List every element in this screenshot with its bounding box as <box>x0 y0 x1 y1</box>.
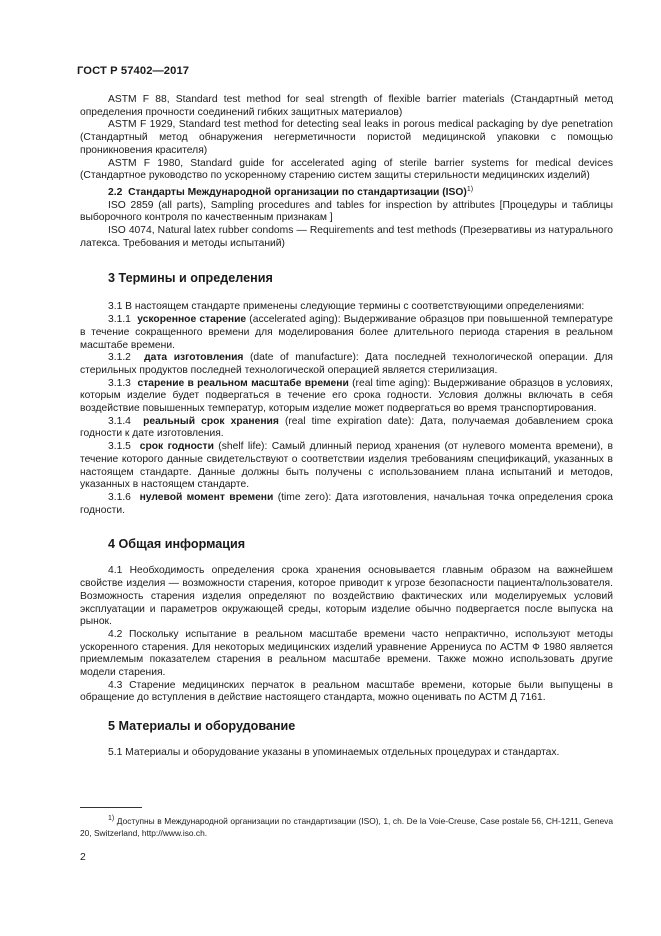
term-name: нулевой момент времени <box>139 491 274 503</box>
term-name: реальный срок хранения <box>143 415 279 427</box>
subsection-heading-iso <box>80 187 613 200</box>
term-name: старение в реальном масштабе времени <box>137 377 349 389</box>
terms-intro: 3.1 В настоящем стандарте применены следующие термины с соответствующими определениями: <box>108 301 585 313</box>
term-name: ускоренное старение <box>137 314 247 326</box>
reference-astm-f1929: ASTM F 1929, Standard test method for detecting seal leaks in porous medical packaging by dye penetration (Стандартный метод обнаружения негерметичности пористой медицинской упаковки с помощью проникновения красителя) <box>80 119 613 156</box>
subsection-title: Стандарты Международной организации по стандартизации (ISO) <box>128 186 467 198</box>
term-definition: (shelf life): Самый длинный период хранения (от нулевого момента времени), в течение которого данные свидетельствуют о соответствии изделия требованиям спецификаций, указанных в настоящем стандарте. Данные должны быть получены с использованием плана испытаний и методов, указанных в настоящем стандарте. <box>80 441 613 491</box>
term-number: 3.1.4 <box>108 415 131 427</box>
term-name: срок годности <box>139 441 214 453</box>
term-number: 3.1.1 <box>108 314 131 326</box>
footnote-separator <box>80 807 142 808</box>
reference-astm-f1980: ASTM F 1980, Standard guide for accelerated aging of sterile barrier systems for medical devices (Стандартное руководство по ускоренному старению систем защиты стерильности медицинских изделий) <box>80 157 613 182</box>
paragraph-4-1: 4.1 Необходимость определения срока хранения основывается главным образом на важнейшем свойстве изделия — возможности старения, которое приводит к угрозе безопасности пациента/пользователя. Возможность старения изделия определяют по воздействию фактических или моделируемых условий эксплуатации и параметров окружающей среды, которым изделие обычно подвергается после выпуска на рынок. <box>80 565 613 628</box>
term-date-of-manufacture <box>80 352 613 377</box>
page-body <box>80 94 613 760</box>
term-number: 3.1.2 <box>108 352 131 364</box>
term-real-time-aging <box>80 378 613 416</box>
term-number: 3.1.3 <box>108 377 131 389</box>
page-number: 2 <box>80 852 86 863</box>
section-heading-materials: 5 Материалы и оборудование <box>108 719 296 734</box>
paragraph-4-3: 4.3 Старение медицинских перчаток в реальном масштабе времени, которые были выпущены в обращение до вступления в действие настоящего стандарта, можно оценивать по АСТМ Д 7161. <box>80 679 613 704</box>
footnote-reference[interactable]: 1) <box>466 185 474 193</box>
term-definition: (date of manufacture): Дата последней технологической операции. Для стерильных продуктов последней технологической операцией является стерилизация. <box>80 352 613 376</box>
term-number: 3.1.5 <box>108 441 131 453</box>
term-definition: (accelerated aging): Выдерживание образцов при повышенной температуре в течение сокращенного времени для моделирования более длительного периода старения в реальном масштабе времени. <box>80 314 613 351</box>
reference-iso-4074: ISO 4074, Natural latex rubber condoms — Requirements and test methods (Презервативы из натурального латекса. Требования и методы испытаний) <box>80 225 613 249</box>
term-real-time-expiration-date <box>80 416 613 441</box>
paragraph-4-2: 4.2 Поскольку испытание в реальном масштабе времени часто непрактично, используют методы ускоренного старения. Для некоторых медицинских изделий уравнение Аррениуса по АСТМ Ф 1980 является приемлемым показателем старения в реальном масштабе времени. Также можно использовать другие модели старения. <box>80 628 613 679</box>
footnote-mark: 1) <box>108 815 115 822</box>
term-time-zero <box>80 492 613 517</box>
section-heading-general-info: 4 Общая информация <box>108 537 246 552</box>
reference-iso-2859: ISO 2859 (all parts), Sampling procedures and tables for inspection by attributes [Процедуры и таблицы выборочного контроля по качественным признакам ] <box>80 199 613 224</box>
term-definition: (time zero): Дата изготовления, начальная точка определения срока годности. <box>80 491 613 516</box>
footnote <box>80 816 613 839</box>
term-accelerated-aging <box>80 314 613 352</box>
paragraph-5-1: 5.1 Материалы и оборудование указаны в упоминаемых отдельных процедурах и стандартах. <box>108 747 560 759</box>
document-header: ГОСТ Р 57402—2017 <box>77 65 190 77</box>
term-name: дата изготовления <box>144 352 244 364</box>
subsection-number: 2.2 <box>108 186 123 198</box>
term-number: 3.1.6 <box>108 491 131 503</box>
term-definition: (real time expiration date): Дата, получаемая добавлением срока годности к дате изготовления. <box>80 415 613 440</box>
section-heading-terms: 3 Термины и определения <box>108 271 273 286</box>
reference-astm-f88: ASTM F 88, Standard test method for seal strength of flexible barrier materials (Стандартный метод определения прочности соединений гибких защитных материалов) <box>80 94 613 118</box>
term-shelf-life <box>80 441 613 492</box>
footnote-text: Доступны в Международной организации по стандартизации (ISO), 1, ch. De la Voie-Creuse, Case postale 56, CH-1211, Geneva 20, Switzerland, http://www.iso.ch. <box>80 816 613 838</box>
term-definition: (real time aging): Выдерживание образцов в условиях, которым изделие будет подвергаться в течение его срока годности. Условия должны включать в себя воздействие повышенных температур, которым изделие может подвергаться во время транспортирования. <box>80 377 613 415</box>
